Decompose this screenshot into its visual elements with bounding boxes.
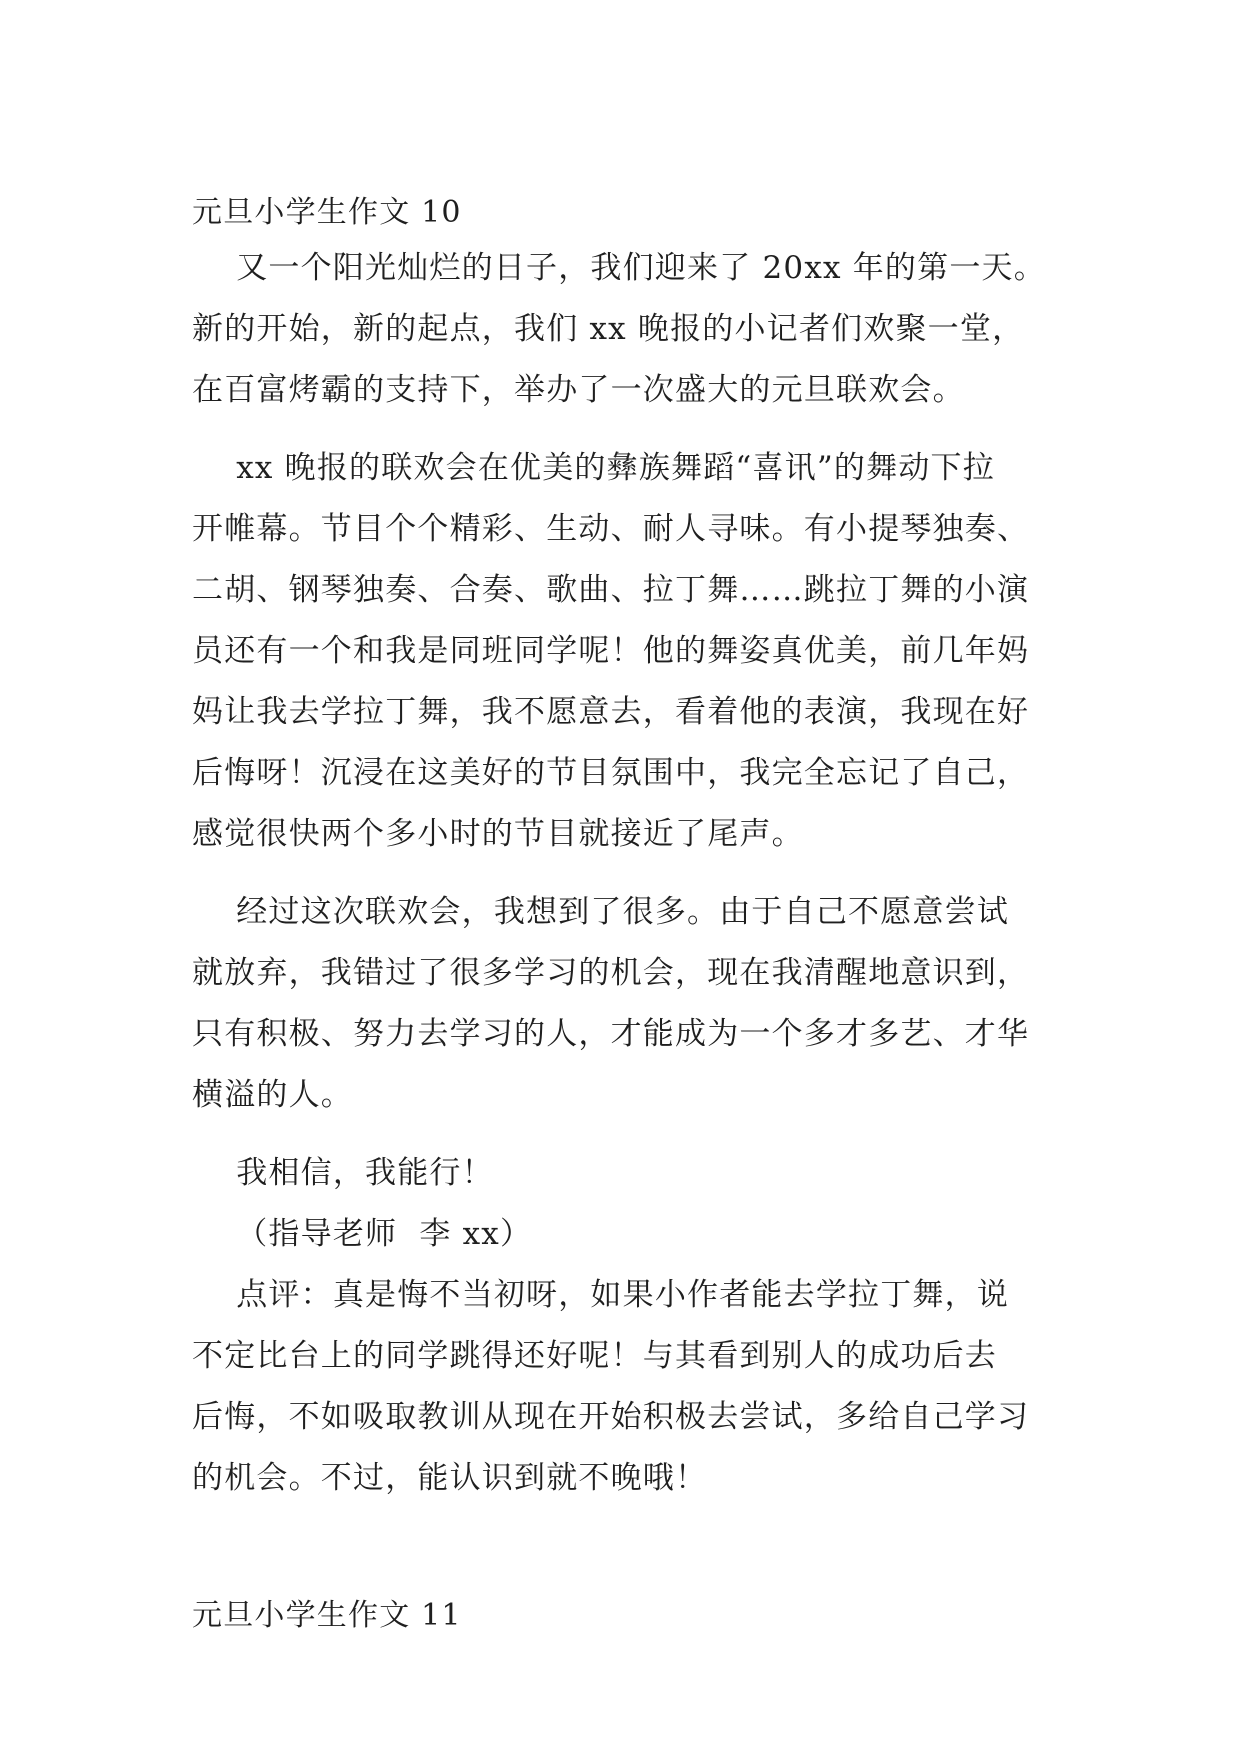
section-title: 元旦小学生作文 10 — [192, 195, 462, 230]
section-title: 元旦小学生作文 11 — [192, 1598, 462, 1633]
paragraph-line: 二胡、钢琴独奏、合奏、歌曲、拉丁舞……跳拉丁舞的小演 — [192, 572, 1030, 608]
paragraph-line: 感觉很快两个多小时的节目就接近了尾声。 — [192, 816, 804, 852]
paragraph-line: xx 晚报的联欢会在优美的彝族舞蹈“喜讯”的舞动下拉 — [192, 450, 995, 486]
paragraph-line: 在百富烤霸的支持下，举办了一次盛大的元旦联欢会。 — [192, 372, 965, 408]
paragraph-line: 后悔呀！沉浸在这美好的节目氛围中，我完全忘记了自己， — [192, 755, 1030, 791]
paragraph-line: 只有积极、努力去学习的人，才能成为一个多才多艺、才华 — [192, 1016, 1030, 1052]
paragraph-line: 妈让我去学拉丁舞，我不愿意去，看着他的表演，我现在好 — [192, 694, 1030, 730]
paragraph-line: 经过这次联欢会，我想到了很多。由于自己不愿意尝试 — [192, 894, 1010, 930]
paragraph-line: 开帷幕。节目个个精彩、生动、耐人寻味。有小提琴独奏、 — [192, 511, 1030, 547]
paragraph-line: 后悔，不如吸取教训从现在开始积极去尝试，多给自己学习 — [192, 1399, 1030, 1435]
paragraph-line: 横溢的人。 — [192, 1077, 353, 1113]
paragraph-line: 点评：真是悔不当初呀，如果小作者能去学拉丁舞，说 — [192, 1277, 1010, 1313]
paragraph-line: 新的开始，新的起点，我们 xx 晚报的小记者们欢聚一堂， — [192, 311, 1025, 347]
paragraph-line: 就放弃，我错过了很多学习的机会，现在我清醒地意识到， — [192, 955, 1030, 991]
paragraph-line: 又一个阳光灿烂的日子，我们迎来了 20xx 年的第一天。 — [192, 250, 1046, 286]
teacher-credit: （指导老师 李 xx） — [192, 1216, 533, 1252]
paragraph-line: 不定比台上的同学跳得还好呢！与其看到别人的成功后去 — [192, 1338, 997, 1374]
paragraph-line: 员还有一个和我是同班同学呢！他的舞姿真优美，前几年妈 — [192, 633, 1030, 669]
paragraph-line: 的机会。不过，能认识到就不晚哦！ — [192, 1460, 708, 1496]
paragraph-line: 我相信，我能行！ — [192, 1155, 494, 1191]
